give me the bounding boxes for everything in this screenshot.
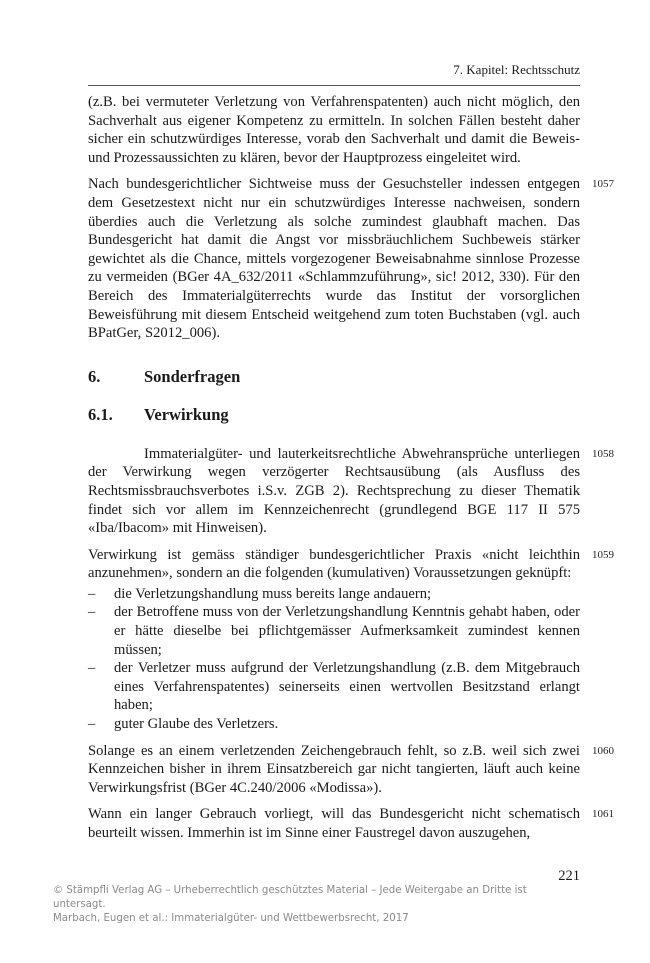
list-item — [88, 603, 580, 659]
list-item-text: die Verletzungshandlung muss bereits lange andauern; — [114, 585, 432, 602]
paragraph-continued — [88, 93, 580, 167]
margin-number: 1060 — [592, 744, 614, 757]
list-item-text: guter Glaube des Verletzers. — [114, 716, 279, 733]
paragraph-text: Solange es an einem verletzenden Zeichengebrauch fehlt, so z.B. weil sich zwei Kennzeichen bisher in ihrem Einsatzbereich gar nicht tangierten, läuft auch keine Verwirkungsfrist (BGer 4C.240/2006 «Modissa»). — [88, 742, 580, 796]
paragraph-text: (z.B. bei vermuteter Verletzung von Verfahrenspatenten) auch nicht möglich, den Sachverhalt aus eigener Kompetenz zu ermitteln. In solchen Fällen besteht daher sicher ein schutzwürdiges Interesse, vorab den Sachverhalt und damit die Beweis- und Prozessaussichten zu klären, bevor der Hauptprozess eingeleitet wird. — [88, 94, 580, 166]
paragraph-1059 — [88, 546, 614, 583]
header-rule — [88, 85, 580, 86]
margin-number: 1061 — [592, 808, 614, 821]
dash-bullet: – — [88, 660, 96, 677]
subsection-title: Verwirkung — [144, 404, 229, 424]
section-number: 6. — [88, 366, 101, 386]
paragraph-1058 — [88, 445, 614, 538]
margin-number: 1057 — [592, 178, 614, 191]
list-item-text: der Betroffene muss von der Verletzungshandlung Kenntnis gehabt haben, oder er hätte dieselbe bei pflichtgemässer Aufmerksamkeit zumindest kennen müssen; — [114, 604, 580, 658]
citation-line: Marbach, Eugen et al.: Immaterialgüter- und Wettbewerbsrecht, 2017 — [53, 913, 409, 924]
section-heading — [88, 367, 580, 387]
page-body — [88, 93, 614, 851]
copyright-notice — [53, 884, 573, 926]
list-item — [88, 585, 580, 604]
paragraph-text: Wann ein langer Gebrauch vorliegt, will das Bundesgericht nicht schematisch beurteilt wissen. Immerhin ist im Sinne einer Faustregel davon auszugehen, — [88, 806, 580, 841]
paragraph-1057 — [88, 175, 614, 342]
subsection-number: 6.1. — [88, 404, 113, 424]
margin-number: 1059 — [592, 548, 614, 561]
margin-number: 1058 — [592, 447, 614, 460]
running-head: 7. Kapitel: Rechtsschutz — [453, 62, 580, 77]
dash-bullet: – — [88, 604, 96, 621]
conditions-list — [88, 585, 580, 734]
paragraph-text: Verwirkung ist gemäss ständiger bundesgerichtlicher Praxis «nicht leichthin anzunehmen», sondern an die folgenden (kumulativen) Voraussetzungen geknüpft: — [88, 546, 580, 582]
dash-bullet: – — [88, 716, 96, 733]
subsection-heading — [88, 405, 580, 425]
copyright-line: © Stämpfli Verlag AG – Urheberrechtlich geschütztes Material – Jede Weitergabe an Dritte ist untersagt. — [53, 885, 527, 910]
paragraph-1060 — [88, 742, 614, 798]
list-item — [88, 659, 580, 715]
list-item-text: der Verletzer muss aufgrund der Verletzungshandlung (z.B. dem Mitgebrauch eines Verfahrenspatentes) seinerseits einen wertvollen Besitzstand erlangt haben; — [114, 660, 580, 714]
list-item — [88, 715, 580, 734]
section-title: Sonderfragen — [144, 366, 241, 386]
paragraph-text: Nach bundesgerichtlicher Sichtweise muss der Gesuchsteller indessen entgegen dem Gesetzestext nicht nur ein schutzwürdiges Interesse nachweisen, sondern überdies auch die Verletzung als solche zumindest glaubhaft machen. Das Bundesgericht hat damit die Angst vor missbräuchlichem Suchbeweis stärker gewichtet als die Chance, mittels vorgezogener Beweisabnahme sinnlose Prozesse zu vermeiden (BGer 4A_632/2011 «Schlammzuführung», sic! 2012, 330). Für den Bereich des Immaterialgüterrechts wurde das Institut der vorsorglichen Beweisführung mit diesem Entscheid weitgehend zum toten Buchstaben (vgl. auch BPatGer, S2012_006). — [88, 176, 580, 342]
page-number: 221 — [558, 868, 580, 884]
dash-bullet: – — [88, 585, 96, 602]
paragraph-text: Immaterialgüter- und lauterkeitsrechtliche Abwehransprüche unterliegen der Verwirkung wegen verzögerter Rechtsausübung (als Ausfluss des Rechtsmissbrauchsverbotes i.S.v. ZGB 2). Rechtsprechung zu dieser Thematik findet sich vor allem im Kennzeichenrecht (grundlegend BGE 117 II 575 «Iba/Ibacom» mit Hinweisen). — [88, 445, 580, 537]
paragraph-1061 — [88, 805, 614, 842]
